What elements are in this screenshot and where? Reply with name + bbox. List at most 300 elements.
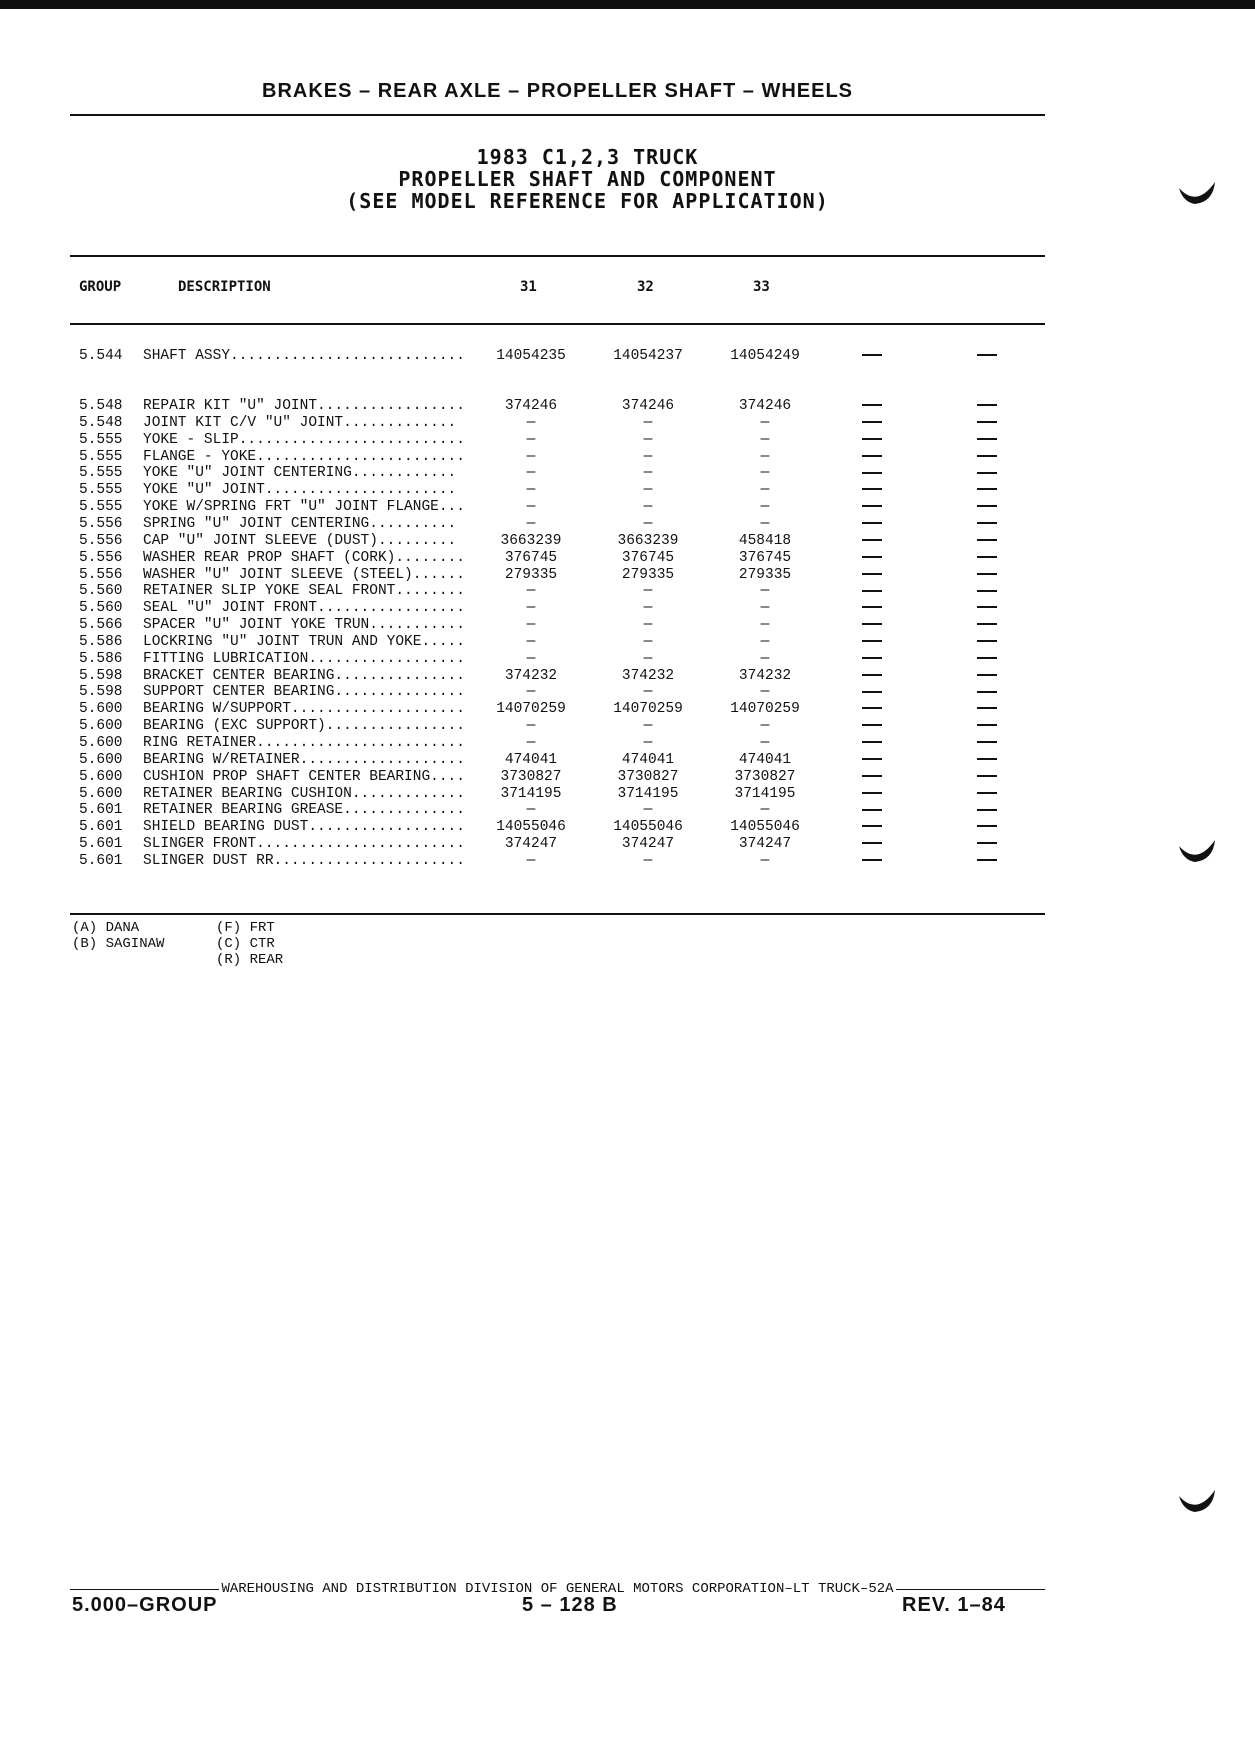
table-row [70, 634, 1060, 651]
dash-mark [977, 404, 997, 406]
row-description: YOKE - SLIP.......................... [143, 431, 465, 448]
row-description: SLINGER DUST RR...................... [143, 852, 465, 869]
row-part-number-c3: 3714195 [734, 785, 796, 802]
table-row [70, 567, 1060, 584]
row-part-number-c3: 474041 [738, 751, 792, 768]
dash-mark [862, 758, 882, 760]
row-part-number-c1: 279335 [504, 566, 558, 583]
row-part-number-c3: — [760, 482, 770, 499]
dash-mark [862, 859, 882, 861]
legend-c: (C) CTR [216, 936, 275, 952]
row-group-number: 5.556 [79, 566, 123, 583]
row-empty-column-dash [972, 701, 1002, 718]
row-part-number-c2: — [643, 465, 653, 482]
footer-rule-left [70, 1589, 219, 1590]
row-group-number: 5.555 [79, 465, 123, 482]
row-empty-column-dash [857, 499, 887, 516]
row-empty-column-dash [857, 718, 887, 735]
dash-mark [862, 741, 882, 743]
table-row [70, 465, 1060, 482]
row-description: BEARING W/SUPPORT.................... [143, 701, 465, 718]
row-part-number-c3: — [760, 499, 770, 516]
dash-mark [977, 657, 997, 659]
dash-mark [862, 606, 882, 608]
row-description: FLANGE - YOKE........................ [143, 448, 465, 465]
dash-mark [977, 825, 997, 827]
row-empty-column-dash [857, 516, 887, 533]
row-group-number: 5.556 [79, 532, 123, 549]
table-bottom-rule [70, 913, 1045, 915]
footer-page-number: 5 – 128 B [522, 1594, 618, 1616]
dash-mark [977, 539, 997, 541]
column-header-31: 31 [520, 279, 537, 295]
row-description: CAP "U" JOINT SLEEVE (DUST)......... [143, 532, 457, 549]
dash-mark [862, 775, 882, 777]
row-part-number-c1: 3663239 [500, 532, 562, 549]
row-empty-column-dash [857, 348, 887, 365]
row-empty-column-dash [857, 651, 887, 668]
row-part-number-c1: — [526, 482, 536, 499]
row-part-number-c3: 279335 [738, 566, 792, 583]
row-part-number-c3: 374247 [738, 836, 792, 853]
row-part-number-c1: — [526, 600, 536, 617]
footer-group: 5.000–GROUP [72, 1594, 218, 1616]
row-part-number-c3: — [760, 414, 770, 431]
row-group-number: 5.566 [79, 617, 123, 634]
row-part-number-c2: 14054237 [613, 348, 683, 364]
table-row [70, 348, 1060, 365]
column-header-description: DESCRIPTION [178, 279, 271, 295]
dash-mark [862, 623, 882, 625]
title-line-2: PROPELLER SHAFT AND COMPONENT [398, 167, 777, 191]
row-part-number-c1: — [526, 633, 536, 650]
dash-mark [862, 809, 882, 811]
row-group-number: 5.555 [79, 482, 123, 499]
row-empty-column-dash [972, 415, 1002, 432]
row-description: RING RETAINER........................ [143, 735, 465, 751]
dash-mark [862, 792, 882, 794]
table-row [70, 769, 1060, 786]
row-part-number-c3: 376745 [738, 549, 792, 566]
row-description: SLINGER FRONT........................ [143, 836, 465, 853]
table-row [70, 752, 1060, 769]
table-row [70, 516, 1060, 533]
table-row [70, 651, 1060, 668]
row-description: RETAINER SLIP YOKE SEAL FRONT........ [143, 583, 465, 600]
dash-mark [862, 573, 882, 575]
row-description: WASHER "U" JOINT SLEEVE (STEEL)...... [143, 566, 465, 583]
dash-mark [977, 775, 997, 777]
row-description: SHAFT ASSY........................... [143, 348, 465, 364]
row-empty-column-dash [972, 432, 1002, 449]
row-part-number-c1: — [526, 465, 536, 482]
row-part-number-c3: — [760, 448, 770, 465]
row-empty-column-dash [972, 786, 1002, 803]
header-rule [70, 114, 1045, 116]
row-description: SPACER "U" JOINT YOKE TRUN........... [143, 617, 465, 634]
row-empty-column-dash [857, 415, 887, 432]
row-part-number-c2: — [643, 633, 653, 650]
row-part-number-c2: — [643, 515, 653, 532]
row-group-number: 5.600 [79, 785, 123, 802]
row-part-number-c2: — [643, 482, 653, 499]
dash-mark [862, 590, 882, 592]
dash-mark [862, 707, 882, 709]
row-empty-column-dash [972, 819, 1002, 836]
row-description: RETAINER BEARING CUSHION............. [143, 785, 465, 802]
row-empty-column-dash [857, 836, 887, 853]
title-line-3: (SEE MODEL REFERENCE FOR APPLICATION) [346, 189, 829, 213]
dash-mark [862, 455, 882, 457]
row-group-number: 5.548 [79, 414, 123, 431]
row-empty-column-dash [857, 802, 887, 819]
table-header-rule [70, 323, 1045, 325]
row-description: JOINT KIT C/V "U" JOINT............. [143, 414, 457, 431]
table-row [70, 718, 1060, 735]
row-empty-column-dash [972, 465, 1002, 482]
row-part-number-c3: — [760, 650, 770, 667]
row-empty-column-dash [857, 853, 887, 870]
row-part-number-c2: 376745 [621, 549, 675, 566]
dash-mark [977, 842, 997, 844]
row-part-number-c1: 14054235 [496, 348, 566, 364]
row-part-number-c3: — [760, 633, 770, 650]
row-part-number-c1: 3730827 [500, 768, 562, 785]
legend-b: (B) SAGINAW [72, 936, 165, 952]
row-group-number: 5.601 [79, 819, 123, 836]
row-empty-column-dash [857, 583, 887, 600]
table-top-rule [70, 255, 1045, 257]
dash-mark [862, 556, 882, 558]
row-description: YOKE "U" JOINT...................... [143, 482, 457, 499]
row-empty-column-dash [972, 718, 1002, 735]
row-empty-column-dash [972, 516, 1002, 533]
row-part-number-c3: — [760, 684, 770, 701]
dash-mark [862, 825, 882, 827]
row-part-number-c3: 3730827 [734, 768, 796, 785]
dash-mark [977, 354, 997, 356]
table-row [70, 786, 1060, 803]
row-part-number-c1: 374247 [504, 836, 558, 853]
row-description: SHIELD BEARING DUST.................. [143, 819, 465, 836]
table-row [70, 398, 1060, 415]
row-part-number-c2: 474041 [621, 751, 675, 768]
dash-mark [977, 674, 997, 676]
row-part-number-c3: 14070259 [730, 701, 800, 718]
dash-mark [977, 522, 997, 524]
dash-mark [977, 623, 997, 625]
row-empty-column-dash [972, 348, 1002, 365]
footer-division-text: WAREHOUSING AND DISTRIBUTION DIVISION OF GENERAL MOTORS CORPORATION–LT TRUCK–52A [221, 1581, 894, 1597]
row-empty-column-dash [857, 398, 887, 415]
row-part-number-c2: — [643, 414, 653, 431]
row-group-number: 5.598 [79, 667, 123, 684]
row-part-number-c3: 374246 [738, 398, 792, 414]
row-description: BEARING W/RETAINER................... [143, 751, 465, 768]
dash-mark [977, 809, 997, 811]
row-description: LOCKRING "U" JOINT TRUN AND YOKE..... [143, 633, 465, 650]
table-row [70, 684, 1060, 701]
row-empty-column-dash [857, 600, 887, 617]
row-empty-column-dash [857, 550, 887, 567]
row-empty-column-dash [972, 802, 1002, 819]
row-part-number-c1: — [526, 617, 536, 634]
dash-mark [862, 539, 882, 541]
row-part-number-c1: — [526, 414, 536, 431]
row-empty-column-dash [972, 533, 1002, 550]
row-part-number-c1: 374232 [504, 667, 558, 684]
dash-mark [977, 859, 997, 861]
legend-a: (A) DANA [72, 920, 140, 936]
row-empty-column-dash [857, 819, 887, 836]
row-empty-column-dash [972, 836, 1002, 853]
dash-mark [977, 455, 997, 457]
document-title [70, 146, 1105, 212]
dash-mark [977, 707, 997, 709]
dash-mark [977, 590, 997, 592]
row-part-number-c1: 374246 [504, 398, 558, 414]
dash-mark [862, 522, 882, 524]
row-empty-column-dash [972, 853, 1002, 870]
row-part-number-c3: 458418 [738, 532, 792, 549]
row-empty-column-dash [857, 668, 887, 685]
row-part-number-c2: — [643, 448, 653, 465]
dash-mark [977, 758, 997, 760]
row-empty-column-dash [972, 651, 1002, 668]
row-group-number: 5.586 [79, 650, 123, 667]
row-part-number-c2: 374246 [621, 398, 675, 414]
table-row [70, 432, 1060, 449]
row-empty-column-dash [857, 465, 887, 482]
table-row [70, 735, 1060, 752]
row-group-number: 5.600 [79, 735, 123, 751]
row-empty-column-dash [972, 550, 1002, 567]
row-empty-column-dash [857, 735, 887, 752]
row-group-number: 5.601 [79, 802, 123, 819]
row-empty-column-dash [972, 398, 1002, 415]
row-empty-column-dash [857, 701, 887, 718]
row-group-number: 5.555 [79, 431, 123, 448]
row-part-number-c1: — [526, 802, 536, 819]
table-row [70, 600, 1060, 617]
row-empty-column-dash [857, 567, 887, 584]
table-row [70, 668, 1060, 685]
table-row [70, 449, 1060, 466]
row-empty-column-dash [972, 752, 1002, 769]
top-edge-bar [0, 0, 1255, 9]
title-line-1: 1983 C1,2,3 TRUCK [476, 145, 699, 169]
dash-mark [977, 505, 997, 507]
row-part-number-c2: 14055046 [613, 819, 683, 836]
row-part-number-c3: — [760, 600, 770, 617]
dash-mark [977, 792, 997, 794]
table-row [70, 836, 1060, 853]
row-empty-column-dash [972, 499, 1002, 516]
table-row [70, 550, 1060, 567]
row-description: BEARING (EXC SUPPORT)................ [143, 718, 465, 735]
row-description: RETAINER BEARING GREASE.............. [143, 802, 465, 819]
row-group-number: 5.600 [79, 718, 123, 735]
row-part-number-c2: — [643, 431, 653, 448]
row-empty-column-dash [857, 769, 887, 786]
row-part-number-c1: — [526, 583, 536, 600]
row-empty-column-dash [972, 482, 1002, 499]
table-row [70, 819, 1060, 836]
dash-mark [862, 488, 882, 490]
row-part-number-c3: — [760, 617, 770, 634]
table-row [70, 482, 1060, 499]
row-group-number: 5.600 [79, 751, 123, 768]
dash-mark [862, 421, 882, 423]
row-part-number-c3: — [760, 515, 770, 532]
binder-hole-mark-bottom [1177, 1488, 1217, 1514]
row-part-number-c2: 3730827 [617, 768, 679, 785]
row-description: YOKE W/SPRING FRT "U" JOINT FLANGE... [143, 499, 465, 516]
row-group-number: 5.560 [79, 600, 123, 617]
row-empty-column-dash [972, 668, 1002, 685]
column-header-group: GROUP [79, 279, 122, 295]
row-group-number: 5.555 [79, 448, 123, 465]
row-part-number-c2: 279335 [621, 566, 675, 583]
row-empty-column-dash [857, 432, 887, 449]
row-part-number-c1: — [526, 852, 536, 869]
dash-mark [977, 741, 997, 743]
row-empty-column-dash [857, 752, 887, 769]
dash-mark [862, 472, 882, 474]
row-description: SUPPORT CENTER BEARING............... [143, 684, 465, 701]
column-header-32: 32 [637, 279, 654, 295]
row-part-number-c1: 474041 [504, 751, 558, 768]
dash-mark [977, 724, 997, 726]
row-empty-column-dash [972, 684, 1002, 701]
footer-revision: REV. 1–84 [902, 1594, 1006, 1616]
row-part-number-c2: 3714195 [617, 785, 679, 802]
row-empty-column-dash [857, 533, 887, 550]
dash-mark [977, 691, 997, 693]
dash-mark [862, 691, 882, 693]
dash-mark [977, 573, 997, 575]
row-empty-column-dash [972, 769, 1002, 786]
row-part-number-c1: — [526, 499, 536, 516]
dash-mark [977, 488, 997, 490]
row-part-number-c1: 376745 [504, 549, 558, 566]
row-empty-column-dash [972, 449, 1002, 466]
legend-r: (R) REAR [216, 952, 284, 968]
row-empty-column-dash [857, 634, 887, 651]
table-row [70, 583, 1060, 600]
table-row [70, 499, 1060, 516]
row-empty-column-dash [972, 617, 1002, 634]
dash-mark [862, 438, 882, 440]
row-description: REPAIR KIT "U" JOINT................. [143, 398, 465, 414]
row-part-number-c3: — [760, 465, 770, 482]
row-group-number: 5.556 [79, 515, 123, 532]
row-empty-column-dash [972, 735, 1002, 752]
row-part-number-c2: — [643, 617, 653, 634]
row-group-number: 5.560 [79, 583, 123, 600]
row-empty-column-dash [857, 449, 887, 466]
row-part-number-c1: — [526, 735, 536, 751]
dash-mark [977, 640, 997, 642]
row-empty-column-dash [972, 567, 1002, 584]
row-part-number-c2: — [643, 802, 653, 819]
dash-mark [862, 505, 882, 507]
row-group-number: 5.598 [79, 684, 123, 701]
row-empty-column-dash [972, 583, 1002, 600]
binder-hole-mark-top [1177, 180, 1217, 206]
dash-mark [862, 724, 882, 726]
row-group-number: 5.600 [79, 701, 123, 718]
table-row [70, 701, 1060, 718]
row-part-number-c2: 3663239 [617, 532, 679, 549]
row-description: WASHER REAR PROP SHAFT (CORK)........ [143, 549, 465, 566]
dash-mark [977, 421, 997, 423]
row-part-number-c1: — [526, 448, 536, 465]
dash-mark [862, 404, 882, 406]
row-empty-column-dash [857, 617, 887, 634]
row-part-number-c3: 374232 [738, 667, 792, 684]
row-description: SEAL "U" JOINT FRONT................. [143, 600, 465, 617]
table-row [70, 802, 1060, 819]
row-part-number-c3: 14054249 [730, 348, 800, 364]
legend-f: (F) FRT [216, 920, 275, 936]
row-part-number-c2: 374247 [621, 836, 675, 853]
row-empty-column-dash [857, 786, 887, 803]
row-group-number: 5.544 [79, 348, 123, 364]
row-group-number: 5.548 [79, 398, 123, 414]
row-empty-column-dash [857, 684, 887, 701]
row-group-number: 5.601 [79, 852, 123, 869]
table-row [70, 853, 1060, 870]
row-group-number: 5.586 [79, 633, 123, 650]
row-group-number: 5.600 [79, 768, 123, 785]
row-part-number-c1: — [526, 684, 536, 701]
row-part-number-c1: 14070259 [496, 701, 566, 718]
row-part-number-c1: — [526, 431, 536, 448]
dash-mark [862, 674, 882, 676]
row-part-number-c2: — [643, 583, 653, 600]
row-part-number-c3: 14055046 [730, 819, 800, 836]
row-description: BRACKET CENTER BEARING............... [143, 667, 465, 684]
row-description: YOKE "U" JOINT CENTERING............ [143, 465, 457, 482]
dash-mark [862, 842, 882, 844]
dash-mark [977, 606, 997, 608]
row-part-number-c3: — [760, 718, 770, 735]
dash-mark [862, 657, 882, 659]
dash-mark [977, 438, 997, 440]
row-part-number-c2: — [643, 735, 653, 751]
row-part-number-c2: — [643, 852, 653, 869]
row-group-number: 5.555 [79, 499, 123, 516]
dash-mark [862, 354, 882, 356]
column-header-33: 33 [753, 279, 770, 295]
row-empty-column-dash [857, 482, 887, 499]
binder-hole-mark-middle [1177, 838, 1217, 864]
dash-mark [977, 472, 997, 474]
row-description: SPRING "U" JOINT CENTERING.......... [143, 515, 457, 532]
row-part-number-c1: 14055046 [496, 819, 566, 836]
row-empty-column-dash [972, 600, 1002, 617]
row-part-number-c3: — [760, 852, 770, 869]
row-part-number-c1: — [526, 718, 536, 735]
row-part-number-c2: 374232 [621, 667, 675, 684]
row-part-number-c2: — [643, 684, 653, 701]
row-part-number-c1: — [526, 650, 536, 667]
row-part-number-c2: — [643, 718, 653, 735]
row-description: CUSHION PROP SHAFT CENTER BEARING.... [143, 768, 465, 785]
row-part-number-c2: — [643, 600, 653, 617]
row-empty-column-dash [972, 634, 1002, 651]
